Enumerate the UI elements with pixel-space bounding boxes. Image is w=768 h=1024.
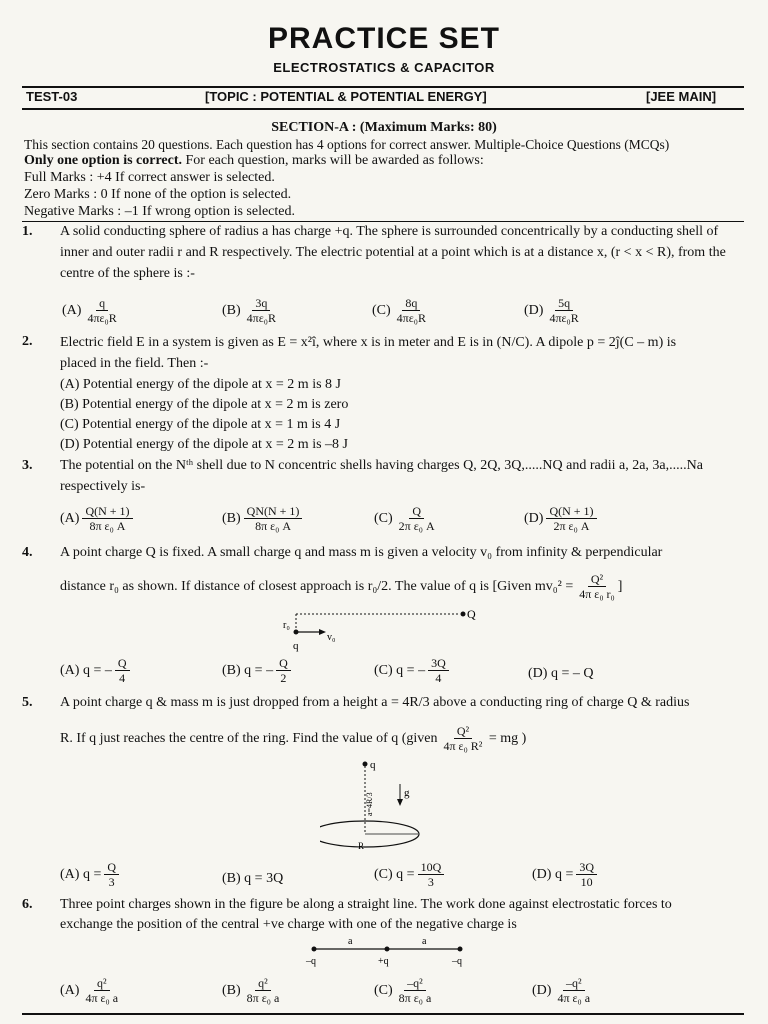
given-expression: mv₀² = — [534, 579, 574, 594]
section-rule-line — [24, 153, 484, 169]
question-number: 2. — [22, 334, 33, 349]
q4-option-a: (A) q = – $\frac{Q}{4}$ — [60, 656, 130, 685]
q1-option-d: (D) $\frac{5q}{\text{4πε₀R}}$ — [524, 296, 579, 325]
zero-marks: Zero Marks : 0 If none of the option is selected. — [24, 187, 292, 202]
q5-option-a: (A) q = $\frac{Q}{3}$ — [60, 860, 119, 889]
charge-right — [458, 947, 463, 952]
page-bottom-rule — [22, 1013, 744, 1015]
topic-label: [TOPIC : POTENTIAL & POTENTIAL ENERGY] — [205, 89, 487, 104]
q5-option-c: (C) q = $\frac{10Q}{3}$ — [374, 860, 444, 889]
question-2-text-cont: placed in the field. Then :- — [60, 356, 209, 371]
charge-center — [385, 947, 390, 952]
header-top-rule — [22, 86, 744, 88]
dipole-expression: p = 2ĵ(C – m) — [586, 335, 664, 350]
Q-label: Q — [467, 607, 476, 621]
closest-approach-figure — [280, 606, 480, 654]
full-marks: Full Marks : +4 If correct answer is selected. — [24, 170, 275, 185]
q1-option-c: (C) $\frac{8q}{\text{4πε₀R}}$ — [372, 296, 426, 325]
page-title: PRACTICE SET — [267, 22, 501, 55]
q1-option-a: (A) $\frac{q}{\text{4πε₀R}}$ — [62, 296, 117, 325]
section-instructions: This section contains 20 questions. Each question has 4 options for correct answer. Multiple-Choice Questions (MCQs) — [24, 137, 670, 152]
drop-q-label: q — [370, 759, 376, 771]
header-bottom-rule — [22, 108, 744, 110]
q3-option-a: (A) $\frac{Q(N + 1)}{\text{8π ε₀ A}}$ — [60, 504, 133, 533]
q-label: q — [293, 640, 299, 652]
single-option-note: Only one option is correct. — [24, 153, 183, 168]
exam-label: [JEE MAIN] — [646, 89, 717, 104]
question-5-text: A point charge q & mass m is just dropped from a height a = 4R/3 above a conducting ring of charge Q & radius — [60, 695, 690, 710]
q1-option-b: (B) $\frac{3q}{\text{4πε₀R}}$ — [222, 296, 276, 325]
field-expression: E = x²î — [277, 335, 316, 350]
section-title: SECTION-A : (Maximum Marks: 80) — [271, 120, 497, 135]
gravity-arrow — [397, 799, 403, 806]
question-5-text-cont: R. If q just reaches the centre of the ring. Find the value of q (given $\frac{\text{Q²}}{\text{4π ε₀ R²}}$ = mg ) — [60, 724, 527, 753]
q3-option-c: (C) $\frac{Q}{\text{2π ε₀ A}}$ — [374, 504, 435, 533]
q6-option-d: (D) $\frac{\text{–q²}}{\text{4π ε₀ a}}$ — [532, 976, 591, 1005]
q4-option-b: (B) q = – $\frac{Q}{2}$ — [222, 656, 291, 685]
q2-option-a: (A) Potential energy of the dipole at x = 2 m is 8 J — [60, 377, 341, 392]
right-charge-label: –q — [452, 956, 462, 967]
q6-option-b: (B) $\frac{\text{q²}}{\text{8π ε₀ a}}$ — [222, 976, 280, 1005]
test-label: TEST-03 — [26, 89, 78, 104]
q5-option-d: (D) q = $\frac{3Q}{10}$ — [532, 860, 597, 889]
r0-label: r₀ — [283, 620, 290, 631]
question-6-text-cont: exchange the position of the central +ve charge with one of the negative charge is — [60, 917, 517, 932]
height-label: a=4R/3 — [365, 792, 374, 816]
q4-option-c: (C) q = – $\frac{3Q}{4}$ — [374, 656, 449, 685]
v0-label: v₀ — [327, 632, 336, 643]
left-charge-label: –q — [306, 956, 316, 967]
negative-marks: Negative Marks : –1 If wrong option is selected. — [24, 204, 295, 219]
question-number: 5. — [22, 695, 33, 710]
center-charge-label: +q — [378, 956, 389, 967]
question-2-text: Electric field E in a system is given as E = x²î, where x is in meter and E is in (N/C). A dipole p = 2ĵ(C – m) is — [60, 335, 677, 350]
q2-option-c: (C) Potential energy of the dipole at x = 1 m is 4 J — [60, 417, 341, 432]
q6-option-c: (C) $\frac{\text{–q²}}{\text{8π ε₀ a}}$ — [374, 976, 432, 1005]
spacing-a-left: a — [348, 936, 353, 947]
ring-drop-figure — [320, 756, 450, 856]
q6-option-a: (A) $\frac{\text{q²}}{\text{4π ε₀ a}}$ — [60, 976, 119, 1005]
moving-charge-dot — [294, 630, 299, 635]
marks-intro: For each question, marks will be awarded as follows: — [182, 153, 484, 168]
g-label: g — [404, 787, 410, 799]
page-subtitle: ELECTROSTATICS & CAPACITOR — [273, 60, 495, 75]
question-4-text: A point charge Q is fixed. A small charge q and mass m is given a velocity v₀ from infinity & perpendicular — [60, 545, 663, 560]
q2-option-d: (D) Potential energy of the dipole at x = 2 m is –8 J — [60, 437, 348, 452]
question-3-text: The potential on the Nᵗʰ shell due to N concentric shells having charges Q, 2Q, 3Q,.....NQ and radii a, 2a, 3a,.....Na respectively is- — [60, 458, 703, 494]
question-6-text: Three point charges shown in the figure be along a straight line. The work done against electrostatic forces to — [60, 897, 672, 912]
spacing-a-right: a — [422, 936, 427, 947]
question-number: 3. — [22, 458, 33, 473]
question-number: 4. — [22, 545, 33, 560]
fixed-charge-dot — [461, 612, 466, 617]
q2-option-b: (B) Potential energy of the dipole at x = 2 m is zero — [60, 397, 349, 412]
question-number: 6. — [22, 897, 33, 912]
R-label: R — [358, 841, 365, 851]
velocity-arrow — [319, 629, 326, 635]
q3-option-b: (B) $\frac{QN(N + 1)}{\text{8π ε₀ A}}$ — [222, 504, 302, 533]
question-number: 1. — [22, 224, 33, 239]
q3-option-d: (D) $\frac{Q(N + 1)}{\text{2π ε₀ A}}$ — [524, 504, 597, 533]
three-charges-figure — [300, 934, 475, 968]
q4-option-d: (D) q = – Q — [528, 666, 594, 681]
charge-left — [312, 947, 317, 952]
question-4-text-cont: distance r₀ as shown. If distance of closest approach is r₀/2. The value of q is [Given mv₀² = $\frac{\text{Q²}}{\text{4π ε₀ r₀}}$ ] — [60, 572, 623, 601]
question-1-text: A solid conducting sphere of radius a has charge +q. The sphere is surrounded concentrically by a conducting shell of inner and outer radii r and R respectively. The electric potential at a point which is at a distance x, (r < x < R), from the centre of the sphere is :- — [60, 224, 726, 281]
q5-option-b: (B) q = 3Q — [222, 871, 284, 886]
drop-charge-dot — [363, 762, 368, 767]
